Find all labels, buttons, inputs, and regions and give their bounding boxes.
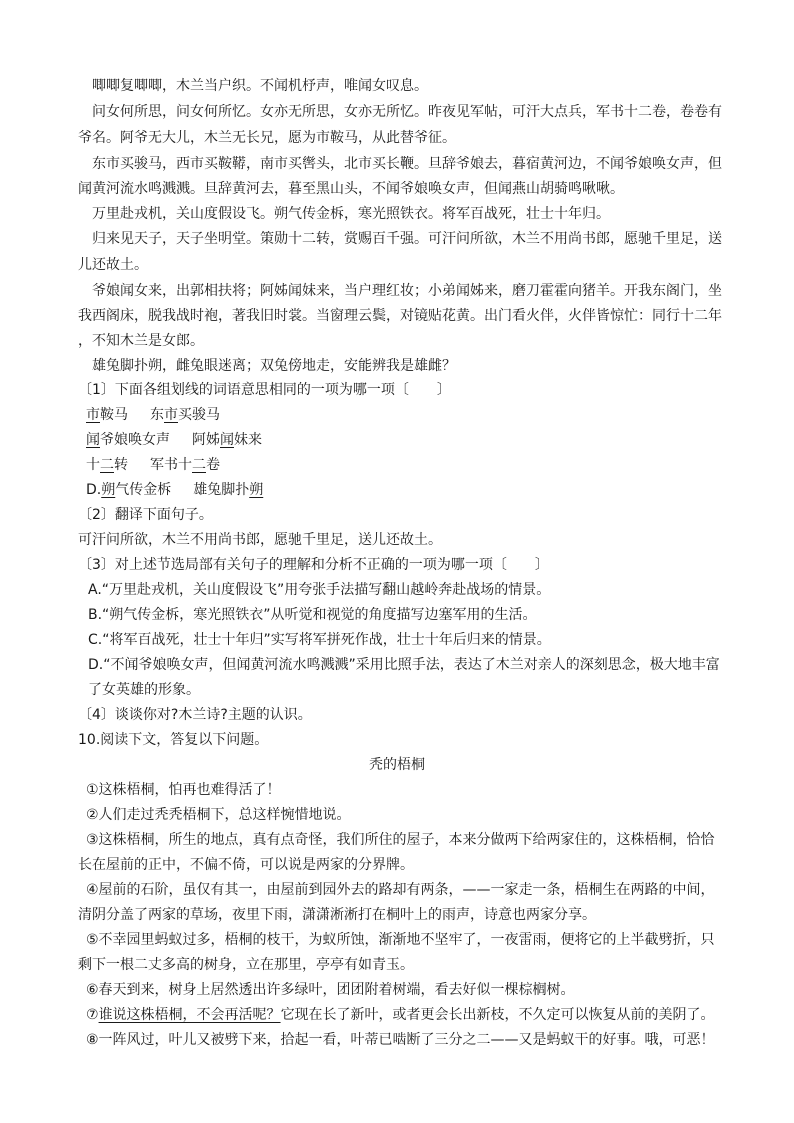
article-paragraph: ①这株梧桐，怕再也难得活了！	[86, 782, 281, 798]
article-paragraph: ⑧一阵风过，叶儿又被劈下来，拾起一看，叶蒂已啮断了三分之二——又是蚂蚁干的好事。哦，可恶！	[86, 1032, 715, 1048]
article-paragraph-cont: 清阴分盖了两家的草场，夜里下雨，潇潇淅淅打在桐叶上的雨声，诗意也两家分享。	[78, 907, 596, 923]
question-3-option-b: B.“朔气传金柝，寒光照铁衣”从听觉和视觉的角度描写边塞军用的生活。	[88, 607, 537, 623]
article-paragraph: ②人们走过秃秃梧桐下，总这样惋惜地说。	[86, 807, 351, 823]
underlined-sentence: 谁说这株梧桐，不会再活呢？	[98, 1007, 281, 1023]
option-text: 军书十	[150, 457, 192, 473]
article-paragraph	[86, 1005, 726, 1025]
option-text: 东	[150, 407, 164, 423]
option-text: 鞍马	[100, 407, 128, 423]
option-text: 买骏马	[178, 407, 220, 423]
question-1-option-b	[86, 430, 726, 450]
underlined-word: 二	[100, 457, 114, 473]
article-paragraph: ⑥春天到来，树身上居然透出许多绿叶，团团附着树端，看去好似一棵棕榈树。	[86, 982, 575, 998]
question-3-option-a: A.“万里赴戎机，关山度假设飞”用夸张手法描写翻山越岭奔赴战场的情景。	[88, 582, 551, 598]
article-paragraph-cont: 剩下一根二丈多高的树身，立在那里，亭亭有如青玉。	[78, 957, 414, 973]
article-paragraph: ③这株梧桐，所生的地点，真有点奇怪，我们所住的屋子，本来分做两下给两家住的，这株梧桐，恰恰	[86, 832, 715, 848]
article-paragraph: ⑤不幸园里蚂蚁过多，梧桐的枝干，为蚁所蚀，渐渐地不坚牢了，一夜雷雨，便将它的上半截劈折，只	[86, 932, 715, 948]
option-text: 转	[114, 457, 128, 473]
article-paragraph: ④屋前的石阶，虽仅有其一，由屋前到园外去的路却有两条，——一家走一条，梧桐生在两路的中间，	[86, 882, 715, 898]
underlined-word: 朔	[249, 482, 264, 498]
poem-line: 儿还故土。	[78, 257, 148, 273]
poem-line: 雄兔脚扑朔，雌兔眼迷离；双兔傍地走，安能辨我是雄雌？	[92, 358, 456, 374]
option-text: 爷娘唤女声	[100, 432, 170, 448]
question-1-stem: 〔1〕下面各组划线的词语意思相同的一项为哪一项〔 〕	[78, 382, 451, 398]
question-1-option-c	[86, 455, 726, 475]
underlined-word: 市	[86, 407, 100, 423]
poem-line: ，不知木兰是女郎。	[78, 333, 204, 349]
question-1-option-d	[86, 480, 726, 500]
option-text: 气传金柝	[115, 482, 172, 498]
underlined-word: 市	[164, 407, 178, 423]
question-1-option-a	[86, 405, 726, 425]
underlined-word: 闻	[86, 432, 100, 448]
poem-line: 爷娘闻女来，出郭相扶将；阿姊闻妹来，当户理红妆；小弟闻姊来，磨刀霍霍向猪羊。开我东阁门，坐	[92, 283, 722, 299]
poem-line: 爷名。阿爷无大儿，木兰无长兄，愿为市鞍马，从此替爷征。	[78, 130, 456, 146]
poem-line: 唧唧复唧唧，木兰当户织。不闻机杼声，唯闻女叹息。	[92, 78, 428, 94]
underlined-word: 朔	[101, 482, 116, 498]
option-text: 阿姊	[192, 432, 220, 448]
question-2-sentence: 可汗问所欲，木兰不用尚书郎，愿驰千里足，送儿还故土。	[78, 532, 442, 548]
question-10-stem: 10.阅读下文，答复以下问题。	[78, 732, 269, 748]
question-3-stem: 〔3〕对上述节选局部有关句子的理解和分析不正确的一项为哪一项〔 〕	[78, 557, 549, 573]
question-4-stem: 〔4〕谈谈你对?木兰诗?主题的认识。	[78, 707, 312, 723]
poem-line: 闻黄河流水鸣溅溅。旦辞黄河去，暮至黑山头，不闻爷娘唤女声，但闻燕山胡骑鸣啾啾。	[78, 181, 624, 197]
paragraph-number: ⑦	[86, 1007, 99, 1023]
option-text: 十	[86, 457, 100, 473]
question-2-stem: 〔2〕翻译下面句子。	[78, 507, 213, 523]
poem-line: 归来见天子，天子坐明堂。策勋十二转，赏赐百千强。可汗问所欲，木兰不用尚书郎，愿驰千里足，送	[92, 231, 722, 247]
option-text: 卷	[206, 457, 220, 473]
option-text: 雄兔脚扑	[193, 482, 250, 498]
question-3-option-d: D.“不闻爷娘唤女声，但闻黄河流水鸣溅溅”采用比照手法，表达了木兰对亲人的深刻思念，极大地丰富	[88, 657, 720, 673]
option-label: D.	[86, 482, 102, 498]
poem-line: 万里赴戎机，关山度假设飞。朔气传金柝，寒光照铁衣。将军百战死，壮士十年归。	[92, 206, 610, 222]
article-title: 秃的梧桐	[369, 757, 425, 773]
poem-line: 我西阁床，脱我战时袍，著我旧时裳。当窗理云鬓，对镜贴花黄。出门看火伴，火伴皆惊忙：同行十二年	[78, 308, 722, 324]
article-paragraph-cont: 长在屋前的正中，不偏不倚，可以说是两家的分界牌。	[78, 857, 414, 873]
poem-line: 东市买骏马，西市买鞍鞯，南市买辔头，北市买长鞭。旦辞爷娘去，暮宿黄河边，不闻爷娘唤女声，但	[92, 156, 722, 172]
question-3-option-d-cont: 了女英雄的形象。	[88, 682, 200, 698]
question-3-option-c: C.“将军百战死，壮士十年归”实写将军拼死作战，壮士十年后归来的情景。	[88, 632, 551, 648]
paragraph-text: 它现在长了新叶，或者更会长出新枝，不久定可以恢复从前的美阴了。	[280, 1007, 715, 1023]
underlined-word: 二	[192, 457, 206, 473]
poem-line: 问女何所思，问女何所忆。女亦无所思，女亦无所忆。昨夜见军帖，可汗大点兵，军书十二卷，卷卷有	[92, 104, 722, 120]
underlined-word: 闻	[220, 432, 234, 448]
option-text: 妹来	[234, 432, 262, 448]
